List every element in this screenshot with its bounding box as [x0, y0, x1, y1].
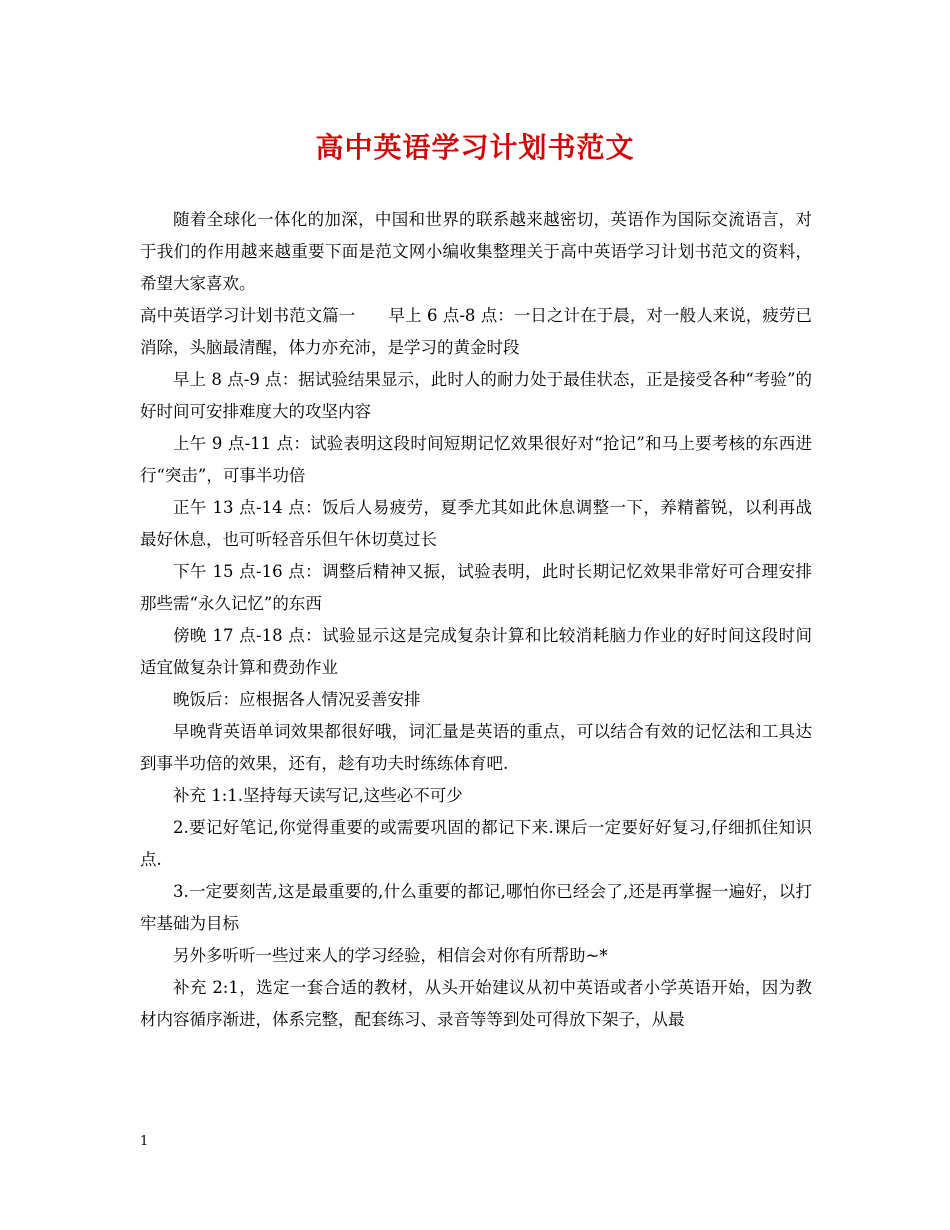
- paragraph: 3.一定要刻苦,这是最重要的,什么重要的都记,哪怕你已经会了,还是再掌握一遍好，以打牢基础为目标: [140, 882, 812, 933]
- paragraph: 早上 8 点-9 点：据试验结果显示，此时人的耐力处于最佳状态，正是接受各种“考验”的好时间可安排难度大的攻坚内容: [140, 370, 812, 421]
- page-title: 高中英语学习计划书范文: [315, 131, 635, 164]
- paragraph: 2.要记好笔记,你觉得重要的或需要巩固的都记下来.课后一定要好好复习,仔细抓住知识点.: [140, 818, 812, 869]
- paragraph: 补充 1:1.坚持每天读写记,这些必不可少: [173, 786, 463, 805]
- paragraph: 随着全球化一体化的加深，中国和世界的联系越来越密切，英语作为国际交流语言，对于我们的作用越来越重要下面是范文网小编收集整理关于高中英语学习计划书范文的资料，希望大家喜欢。: [140, 210, 812, 293]
- paragraph: 早晚背英语单词效果都很好哦，词汇量是英语的重点，可以结合有效的记忆法和工具达到事半功倍的效果，还有，趁有功夫时练练体育吧.: [140, 722, 812, 773]
- paragraph: 上午 9 点-11 点：试验表明这段时间短期记忆效果很好对“抢记”和马上要考核的东西进行“突击”，可事半功倍: [140, 434, 812, 485]
- paragraph: 下午 15 点-16 点：调整后精神又振，试验表明，此时长期记忆效果非常好可合理安排那些需“永久记忆”的东西: [140, 562, 812, 613]
- paragraph: 晚饭后：应根据各人情况妥善安排: [173, 690, 421, 709]
- paragraph: 另外多听听一些过来人的学习经验，相信会对你有所帮助~*: [173, 946, 608, 965]
- page-number: 1: [140, 1134, 149, 1149]
- paragraph: 傍晚 17 点-18 点：试验显示这是完成复杂计算和比较消耗脑力作业的好时间这段时间适宜做复杂计算和费劲作业: [140, 626, 812, 677]
- paragraph: 高中英语学习计划书范文篇一 早上 6 点-8 点：一日之计在于晨，对一般人来说，疲劳已消除，头脑最清醒，体力亦充沛，是学习的黄金时段: [140, 306, 812, 357]
- document-body: [140, 204, 812, 1036]
- paragraph: 补充 2:1，选定一套合适的教材，从头开始建议从初中英语或者小学英语开始，因为教材内容循序渐进，体系完整，配套练习、录音等等到处可得放下架子，从最: [140, 978, 812, 1029]
- paragraph: 正午 13 点-14 点：饭后人易疲劳，夏季尤其如此休息调整一下，养精蓄锐，以利再战最好休息，也可听轻音乐但午休切莫过长: [140, 498, 812, 549]
